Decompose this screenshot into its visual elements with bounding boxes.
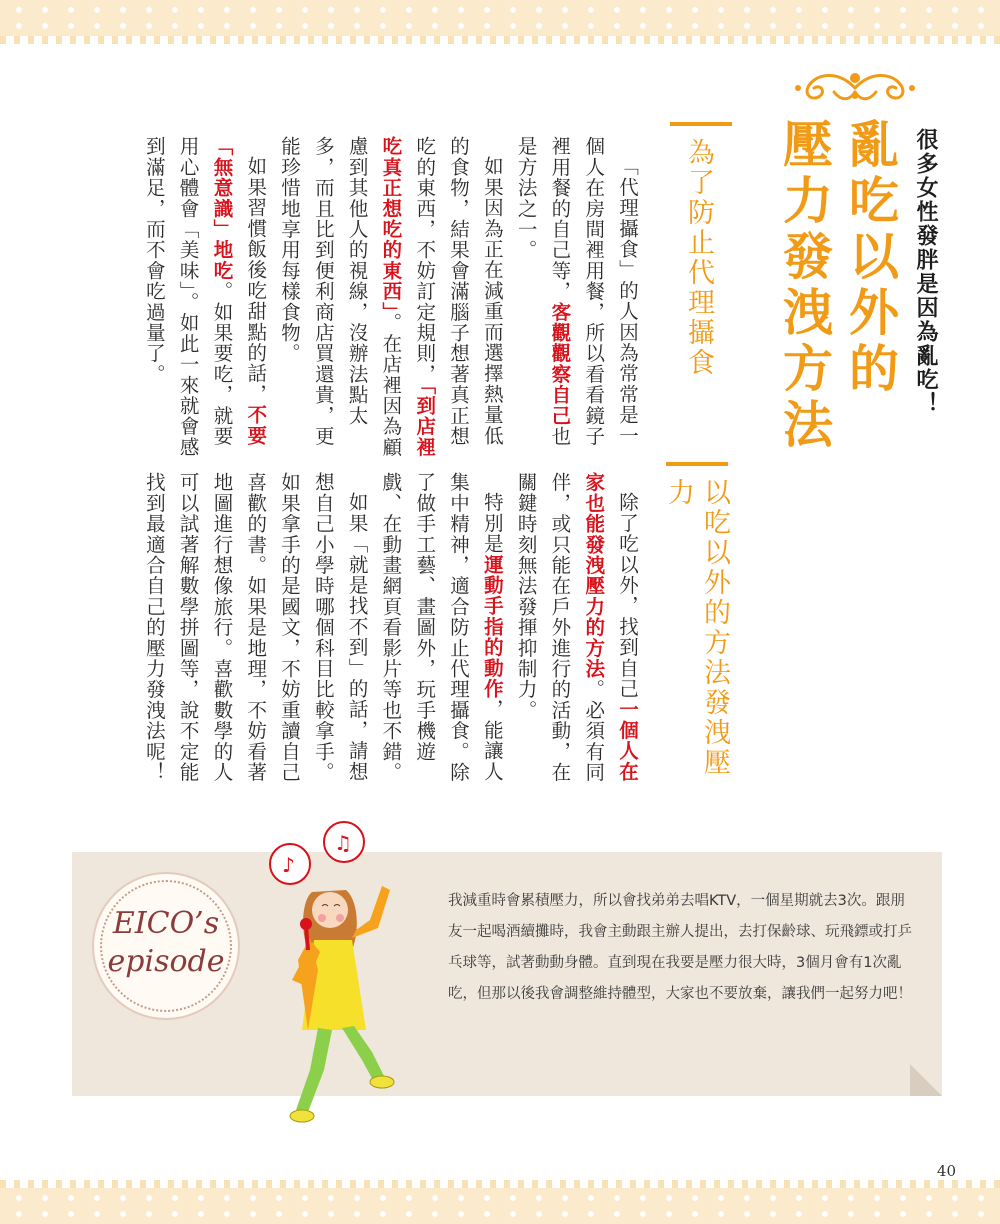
section2-heading: 以吃以外的方法發洩壓力 [663,478,730,778]
paragraph [137,136,272,458]
bottom-decorative-band [0,1188,1000,1224]
emphasis-text: 一個人在家也能發洩壓力的方法 [582,472,639,782]
section1-body [142,136,644,458]
singing-girl-illustration [262,820,412,1130]
page-title-line1: 亂吃以外的 [841,118,900,398]
paragraph [509,136,644,458]
flourish-ornament-icon [790,66,920,110]
badge-line-eico: EICO’s [112,906,220,941]
section1-heading: 為了防止代理攝食 [683,138,714,378]
top-band-edge [0,36,1000,44]
emphasis-text: 客觀觀察自己 [548,301,572,426]
page-title-line2: 壓力發洩方法 [775,118,834,454]
page-number: 40 [936,1162,956,1180]
body-text: ，能讓人集中精神，適合防止代理攝食。除了做手工藝、畫圖外，玩手機遊戲、在動畫網頁看影片等也不錯。 [379,472,504,783]
episode-text: 我減重時會累積壓力，所以會找弟弟去唱KTV，一個星期就去3次。跟朋友一起喝酒續攤時，我會主動跟主辦人提出，去打保齡球、玩飛鏢或打乒乓球等，試著動動身體。直到現在我要是壓力很大時，3個月會有1次亂吃，但那以後我會調整維持體型，大家也不要放棄，讓我們一起努力吧！ [448,893,912,1002]
emphasis-text: 不要「無意識」地吃 [210,136,268,446]
section1-heading-bar [670,122,732,126]
episode-page-curl [910,1064,942,1096]
emphasis-text: 運動手指的動作 [480,553,504,699]
page-subtitle: 很多女性發胖是因為亂吃！ [913,128,938,416]
body-text: 特別是 [480,491,504,554]
section2-body [142,472,644,794]
body-text: 也是方法之一。 [514,136,572,447]
episode-badge [100,880,232,1012]
body-text: 除了吃以外，找到自己 [616,491,639,699]
body-text: 。如果要吃，就要用心體會「美味」。如此一來就會感到滿足，而不會吃過量了。 [142,136,234,458]
body-text: 如果因為正在減重而選擇熱量低的食物，結果會滿腦子想著真正想吃的東西，不妨訂定規則， [413,136,504,447]
badge-line-episode: episode [107,944,225,979]
emphasis-text: 「到店裡吃真正想吃的東西」 [379,136,437,458]
body-text: 「代理攝食」的人因為常常是一個人在房間裡用餐，所以看看鏡子裡用餐的自己等， [548,136,639,447]
paragraph [272,136,509,458]
section2-heading-bar [666,462,728,466]
body-text: 如果習慣飯後吃甜點的話， [244,155,268,404]
paragraph [374,472,509,794]
bottom-band-edge [0,1180,1000,1188]
svg-text:♫: ♫ [334,831,352,855]
body-text: 。必須有同伴，或只能在戶外進行的活動，在關鍵時刻無法發揮抑制力。 [514,472,606,783]
paragraph [137,472,374,794]
svg-text:♪: ♪ [282,853,295,877]
top-decorative-band [0,0,1000,36]
body-text: 如果「就是找不到」的話，請想想自己小學時哪個科目比較拿手。如果拿手的是國文，不妨重讀自己喜歡的書。如果是地理，不妨看著地圖進行想像旅行。喜歡數學的人可以試著解數學拼圖等，說不定能找到最適合自己的壓力發洩法呢！ [142,472,369,783]
paragraph [509,472,644,794]
body-text: 。在店裡因為顧慮到其他人的視線，沒辦法點太多，而且比到便利商店買還貴，更能珍惜地享用每樣食物。 [278,136,403,458]
